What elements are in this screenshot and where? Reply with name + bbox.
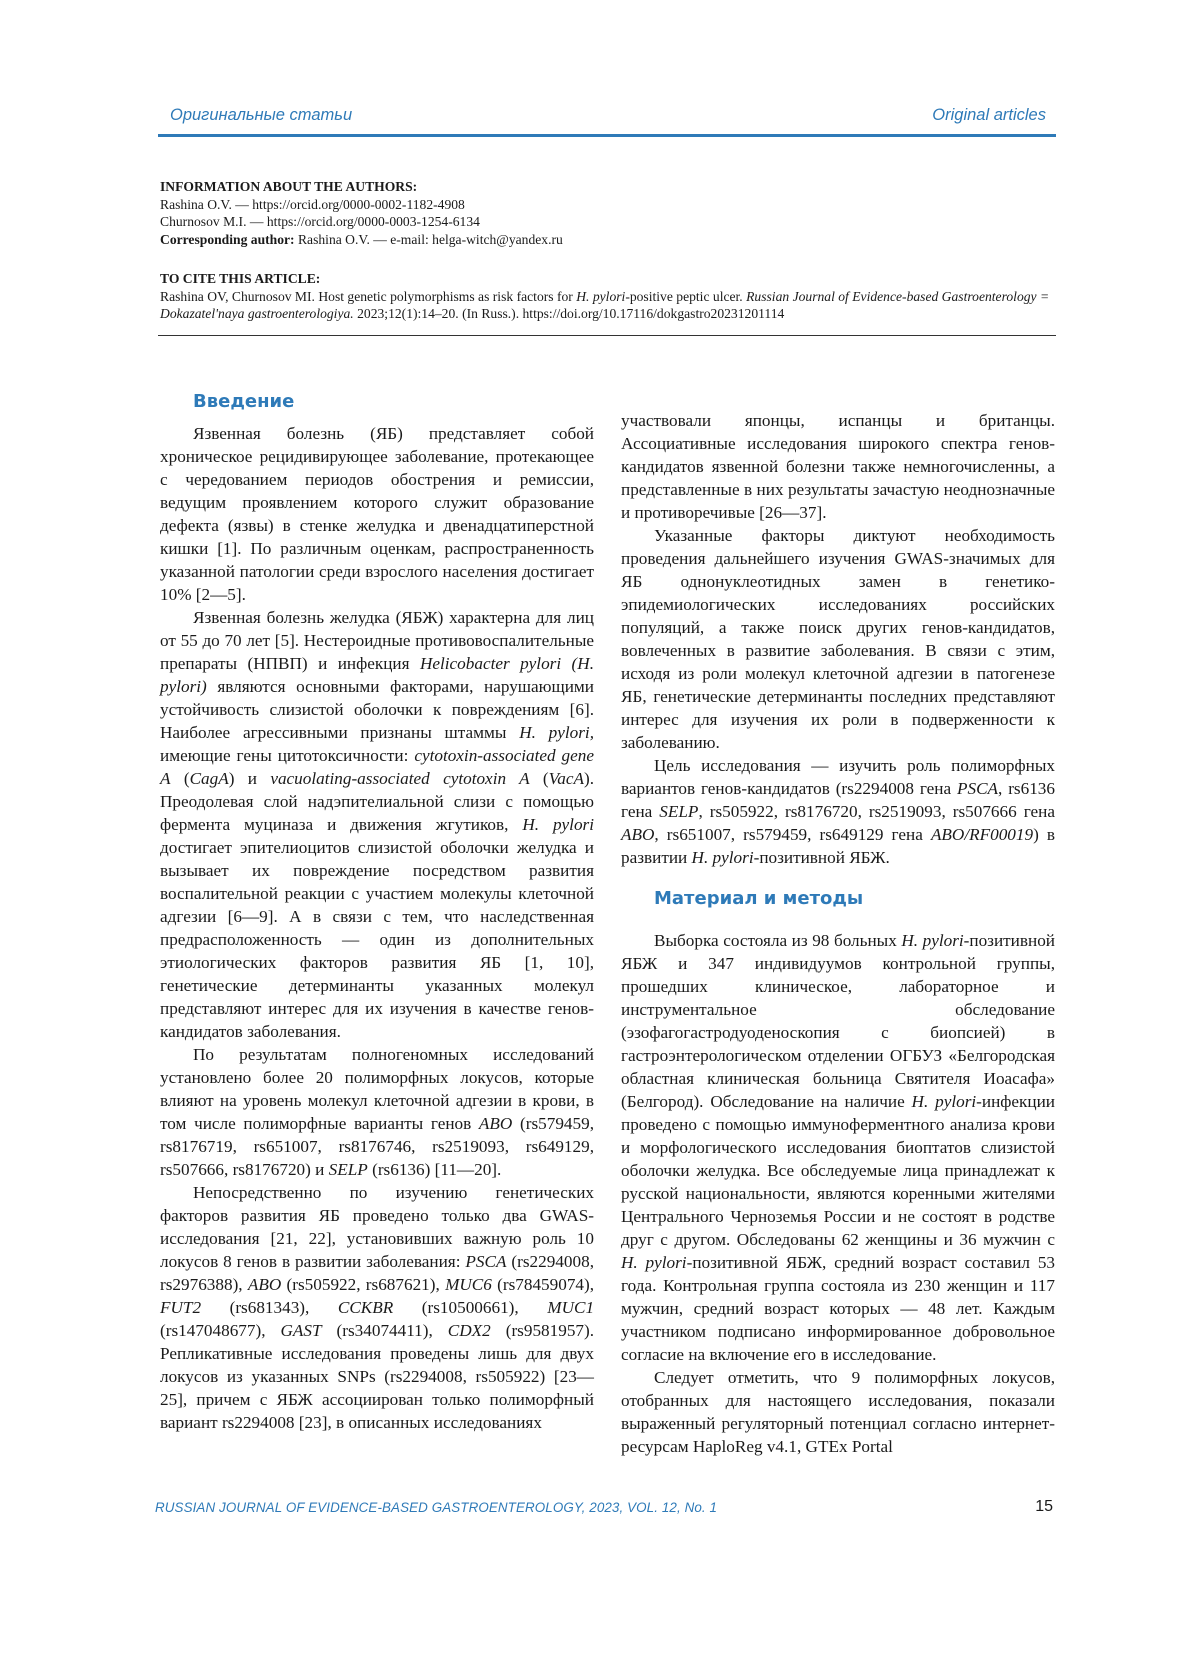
page-number: 15 <box>1035 1498 1053 1515</box>
author-line: Rashina O.V. — https://orcid.org/0000-0002-1182-4908 <box>160 196 465 212</box>
section-label-ru: Оригинальные статьи <box>170 106 353 124</box>
citation-journal: Russian Journal of Evidence-based Gastroenterology = Dokazatel'naya gastroenterologiya. <box>160 288 1050 321</box>
paragraph: Язвенная болезнь (ЯБ) представляет собой хроническое рецидивирующее заболевание, протекающее с чередованием периодов обострения и ремиссии, ведущим проявлением которого служит образование дефекта (язвы) в стенке желудка и двенадцатиперстной кишки [1]. По различным оценкам, распространенность указанной патологии среди взрослого населения достигает 10% [2—5]. <box>160 424 594 604</box>
citation-authors-title: Rashina OV, Churnosov MI. Host genetic polymorphisms as risk factors for <box>160 288 573 304</box>
methods-heading: Материал и методы <box>654 888 864 909</box>
citation <box>160 288 1056 323</box>
footer-journal: RUSSIAN JOURNAL OF EVIDENCE-BASED GASTROENTEROLOGY, 2023, VOL. 12, No. 1 <box>155 1500 718 1515</box>
cite-heading: TO CITE THIS ARTICLE: <box>160 271 321 286</box>
citation-details: 2023;12(1):14–20. (In Russ.). https://doi.org/10.17116/dokgastro20231201114 <box>357 306 785 321</box>
header-divider <box>158 335 1056 336</box>
page-footer <box>155 1500 1055 1522</box>
cite-block <box>160 270 1056 323</box>
paragraph: Следует отметить, что 9 полиморфных локусов, отобранных для настоящего исследования, показали выраженный регуляторный потенциал согласно интернет-ресурсам HaploReg v4.1, GTEx Portal <box>621 1368 1055 1456</box>
corresponding-author <box>160 231 1056 249</box>
author-line: Churnosov M.I. — https://orcid.org/0000-0003-1254-6134 <box>160 214 480 229</box>
corresponding-text: Rashina O.V. — e-mail: helga-witch@yandex.ru <box>297 231 563 247</box>
paragraph: Непосредственно по изучению генетических факторов развития ЯБ проведено только два GWAS-исследования [21, 22], установивших важную роль 10 локусов 8 генов в развитии заболевания: PSCA (rs2294008, rs2976388), ABO (rs505922, rs687621), MUC6 (rs78459074), FUT2 (rs681343), CCKBR (rs10500661), MUC1 (rs147048677), GAST (rs34074411), CDX2 (rs9581957). Репликативные исследования проведены лишь для двух локусов из указанных SNPs (rs2294008, rs505922) [23—25], причем с ЯБЖ ассоциирован только полиморфный вариант rs2294008 [23], в описанных исследованиях <box>160 1183 595 1432</box>
paragraph: Язвенная болезнь желудка (ЯБЖ) характерна для лиц от 55 до 70 лет [5]. Нестероидные противовоспалительные препараты (НПВП) и инфекция Helicobacter pylori (H. pylori) являются основными факторами, нарушающими устойчивость слизистой оболочки к повреждениям [6]. Наиболее агрессивными признаны штаммы H. pylori, имеющие гены цитотоксичности: cytotoxin-associated gene A (CagA) и vacuolating-associated cytotoxin A (VacA). Преодолевая слой надэпителиальной слизи с помощью фермента муциназа и движения жгутиков, H. pylori достигает эпителиоцитов слизистой оболочки желудка и вызывает их повреждение посредством развития воспалительной реакции с участием молекулы клеточной адгезии [6—9]. А в связи с тем, что наследственная предрасположенность — один из дополнительных этиологических факторов развития ЯБ [1, 10], генетические детерминанты указанных молекул представляют интерес для их изучения в качестве генов-кандидатов заболевания. <box>160 608 595 1041</box>
paragraph-continued: участвовали японцы, испанцы и британцы. Ассоциативные исследования широкого спектра генов-кандидатов язвенной болезни также немногочисленны, а представленные в них результаты зачастую неоднозначные и противоречивые [26—37]. <box>621 411 1055 522</box>
paragraph: По результатам полногеномных исследований установлено более 20 полиморфных локусов, которые влияют на уровень молекул клеточной адгезии в крови, в том числе полиморфные варианты генов ABO (rs579459, rs8176719, rs651007, rs8176746, rs2519093, rs649129, rs507666, rs8176720) и SELP (rs6136) [11—20]. <box>160 1045 595 1179</box>
running-header <box>158 106 1056 137</box>
paragraph: Выборка состояла из 98 больных H. pylori-позитивной ЯБЖ и 347 индивидуумов контрольной группы, прошедших клиническое, лабораторное и инструментальное обследование (эзофагогастродуоденоскопия с биопсией) в гастроэнтерологическом отделении ОГБУЗ «Белгородская областная клиническая больница Святителя Иоасафа» (Белгород). Обследование на наличие H. pylori-инфекции проведено с помощью иммуноферментного анализа крови и морфологического исследования биоптатов слизистой оболочки желудка. Все обследуемые лица принадлежат к русской национальности, являются коренными жителями Центрального Черноземья России и не состоят в родстве друг с другом. Обследованы 62 женщины и 36 мужчин с H. pylori-позитивной ЯБЖ, средний возраст составил 53 года. Контрольная группа состояла из 230 женщин и 117 мужчин, средний возраст которых — 48 лет. Каждым участником подписано информированное добровольное согласие на включение его в исследование. <box>621 931 1056 1364</box>
citation-title-end: -positive peptic ulcer. <box>625 288 743 304</box>
intro-heading: Введение <box>193 391 295 412</box>
right-column <box>621 409 1055 1458</box>
authors-info-heading: INFORMATION ABOUT THE AUTHORS: <box>160 179 418 194</box>
paragraph: Цель исследования — изучить роль полиморфных вариантов генов-кандидатов (rs2294008 гена PSCA, rs6136 гена SELP, rs505922, rs8176720, rs2519093, rs507666 гена ABO, rs651007, rs579459, rs649129 гена ABO/RF00019) в развитии H. pylori-позитивной ЯБЖ. <box>621 756 1056 867</box>
section-label-en: Original articles <box>932 106 1046 124</box>
left-column <box>160 391 595 1434</box>
citation-h-pylori: H. pylori <box>576 288 626 304</box>
corresponding-label: Corresponding author: <box>160 231 295 247</box>
paragraph: Указанные факторы диктуют необходимость проведения дальнейшего изучения GWAS-значимых для ЯБ однонуклеотидных замен в генетико-эпидемиологических исследованиях российских популяций, а также поиск других генов-кандидатов, вовлеченных в развитие заболевания. В связи с этим, исходя из роли молекул клеточной адгезии в патогенезе ЯБ, генетические детерминанты последних представляют интерес для изучения их роли в подверженности к заболеванию. <box>621 526 1055 752</box>
authors-info <box>160 178 1056 248</box>
